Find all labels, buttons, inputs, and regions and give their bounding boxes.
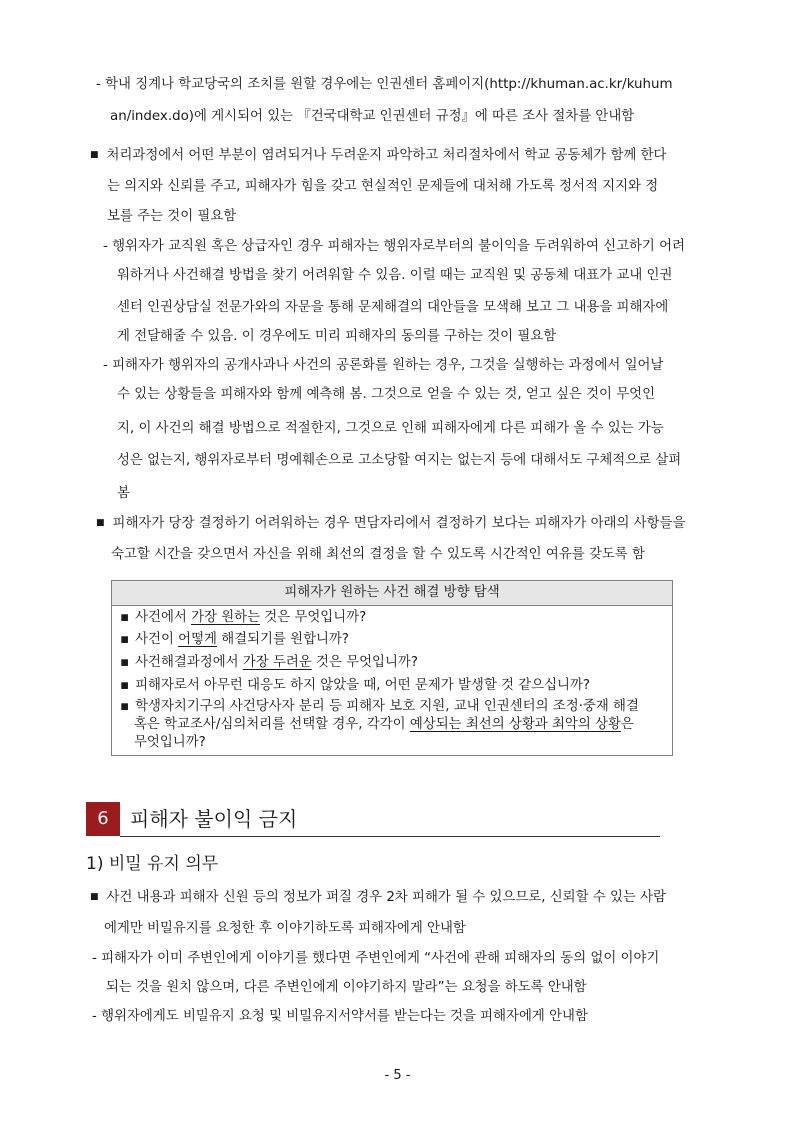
text-line: 센터 인권상담실 전문가와의 자문을 통해 문제해결의 대안들을 모색해 보고 그 내용을 피해자에 [117, 300, 669, 315]
text-line: - 학내 징계나 학교당국의 조치를 원할 경우에는 인권센터 홈페이지(http://khuman.ac.kr/kuhum [96, 77, 673, 92]
text-line: - 피해자가 이미 주변인에게 이야기를 했다면 주변인에게 “사건에 관해 피해자의 동의 없이 이야기 [92, 951, 660, 966]
text-line: 지, 이 사건의 해결 방법으로 적절한지, 그것으로 인해 피해자에게 다른 피해가 올 수 있는 가능 [117, 421, 664, 436]
text-line: 는 의지와 신뢰를 주고, 피해자가 힘을 갖고 현실적인 문제들에 대처해 가도록 정서적 지지와 정 [107, 179, 659, 194]
text-line: 되는 것을 원치 않으며, 다른 주변인에게 이야기하지 말라”는 요청을 하도록 안내함 [106, 980, 587, 995]
underlined-phrase: 가장 두려운 [242, 655, 312, 670]
question-box-header: 피해자가 원하는 사건 해결 방향 탐색 [112, 581, 672, 606]
text-line: 에게만 비밀유지를 요청한 후 이야기하도록 피해자에게 안내함 [104, 921, 466, 936]
text-line: - 피해자가 행위자의 공개사과나 사건의 공론화를 원하는 경우, 그것을 실행하는 과정에서 일어날 [103, 358, 664, 373]
bullet-paragraph: ■ 처리과정에서 어떤 부분이 염려되거나 두려운지 파악하고 처리절차에서 학교 공동체가 함께 한다 [90, 147, 667, 166]
question-item [120, 677, 590, 695]
section-divider [120, 836, 660, 837]
text-line: 성은 없는지, 행위자로부터 명예훼손으로 고소당할 여지는 없는지 등에 대해서도 구체적으로 살펴 [117, 453, 682, 468]
question-text: 은 [620, 717, 634, 732]
bullet-paragraph: ■ 피해자가 당장 결정하기 어려워하는 경우 면담자리에서 결정하기 보다는 피해자가 아래의 사항들을 [96, 515, 685, 534]
question-text: ▪ 사건이 [120, 632, 178, 647]
question-box [111, 580, 673, 756]
underlined-phrase: 가장 원하는 [191, 610, 261, 625]
page-number: - 5 - [384, 1068, 411, 1083]
underlined-phrase: 예상되는 최선의 상황과 최악의 상황 [409, 717, 621, 732]
question-item-continued: 무엇입니까? [134, 735, 206, 750]
text-line: 숙고할 시간을 갖으면서 자신을 위해 최선의 결정을 할 수 있도록 시간적인 여유를 갖도록 함 [111, 547, 645, 562]
text-line: 봄 [117, 486, 130, 501]
subsection-title: 1) 비밀 유지 의무 [86, 854, 219, 874]
question-text: ▪ 사건에서 [120, 610, 191, 625]
section-title: 피해자 불이익 금지 [130, 807, 298, 831]
question-text: ▪ 사건해결과정에서 [120, 655, 243, 670]
question-text: 것은 무엇입니까? [311, 655, 418, 670]
question-text: ▪ 피해자로서 아무런 대응도 하지 않았을 때, 어떤 문제가 발생할 것 같으십니까? [120, 678, 590, 693]
question-text: 혹은 학교조사/심의처리를 선택할 경우, 각각이 [134, 717, 410, 732]
underlined-phrase: 어떻게 [178, 632, 217, 647]
text-line: 워하거나 사건해결 방법을 찾기 어려워할 수 있음. 이럴 때는 교직원 및 공동체 대표가 교내 인권 [117, 268, 673, 283]
text-line: 수 있는 상황들을 피해자와 함께 예측해 봄. 그것으로 얻을 수 있는 것, 얻고 싶은 것이 무엇인 [117, 387, 656, 402]
text-line: an/index.do)에 게시되어 있는 『건국대학교 인권센터 규정』에 따른 조사 절차를 안내함 [110, 109, 635, 124]
bullet-paragraph: ■ 사건 내용과 피해자 신원 등의 정보가 퍼질 경우 2차 피해가 될 수 있으므로, 신뢰할 수 있는 사람 [90, 889, 666, 908]
question-item [120, 631, 349, 649]
section-number-badge: 6 [86, 802, 120, 836]
question-item [120, 654, 418, 672]
question-item [120, 609, 366, 627]
text-line: - 행위자가 교직원 혹은 상급자인 경우 피해자는 행위자로부터의 불이익을 두려워하여 신고하기 어려 [103, 239, 685, 254]
question-text: ▪ 학생자치기구의 사건당사자 분리 등 피해자 보호 지원, 교내 인권센터의 조정·중재 해결 [120, 699, 639, 714]
question-item-continued [134, 716, 634, 734]
question-text: 해결되기를 원합니까? [216, 632, 349, 647]
question-text: 것은 무엇입니까? [260, 610, 367, 625]
text-line: - 행위자에게도 비밀유지 요청 및 비밀유지서약서를 받는다는 것을 피해자에게 안내함 [92, 1009, 588, 1024]
text-line: 게 전달해줄 수 있음. 이 경우에도 미리 피해자의 동의를 구하는 것이 필요함 [117, 329, 557, 344]
question-item [120, 698, 639, 716]
text-line: 보를 주는 것이 필요함 [107, 209, 237, 224]
